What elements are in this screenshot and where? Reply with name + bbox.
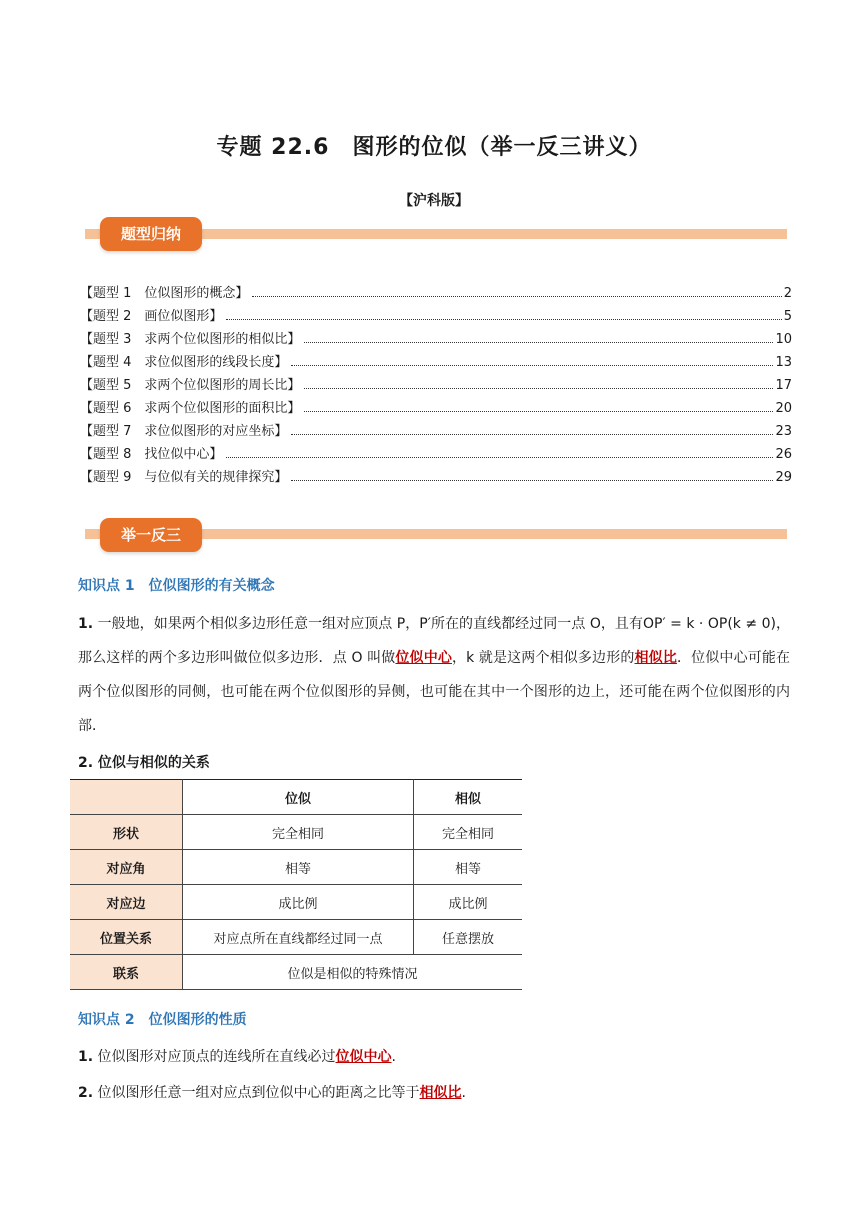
table-cell: 成比例 <box>183 885 414 920</box>
comparison-table <box>70 779 522 990</box>
table-header-row <box>70 780 522 815</box>
table-cell: 位似是相似的特殊情况 <box>183 955 523 990</box>
table-cell: 对应点所在直线都经过同一点 <box>183 920 414 955</box>
toc-page-number: 20 <box>775 401 792 416</box>
toc-page-number: 26 <box>775 447 792 462</box>
toc-entry[interactable] <box>80 374 792 397</box>
table-row-header: 对应角 <box>70 850 183 885</box>
toc-entry[interactable] <box>80 282 792 305</box>
term-similarity-ratio: 相似比 <box>419 1085 462 1101</box>
knowledge2-item-2 <box>78 1076 790 1110</box>
table-row <box>70 955 522 990</box>
toc-leader-dots <box>304 388 773 389</box>
table-row-header: 位置关系 <box>70 920 183 955</box>
toc-leader-dots <box>291 365 773 366</box>
table-cell: 成比例 <box>414 885 523 920</box>
toc-entry[interactable] <box>80 305 792 328</box>
toc-entry-label: 【题型 9 与位似有关的规律探究】 <box>80 470 288 485</box>
table-row-header: 联系 <box>70 955 183 990</box>
toc-leader-dots <box>226 319 781 320</box>
list-number: 2. <box>78 1085 94 1101</box>
paragraph-text: 一般地，如果两个相似多边形任意一组对应顶点 P，P′所在的直线都经过同一点 O，且有OP′ = k · OP(k ≠ 0)，那么这样的两个多边形叫做位似多边形．点 O 叫做 <box>78 616 791 666</box>
paragraph-text: 位似图形任意一组对应点到位似中心的距离之比等于 <box>97 1085 420 1101</box>
toc-leader-dots <box>291 434 773 435</box>
toc-entry[interactable] <box>80 328 792 351</box>
section-banner-examples: 举一反三 <box>100 518 202 552</box>
list-number: 1. <box>78 616 94 632</box>
section-banner-types: 题型归纳 <box>100 217 202 251</box>
table-cell: 完全相同 <box>414 815 523 850</box>
table-row-header: 对应边 <box>70 885 183 920</box>
toc-entry[interactable] <box>80 466 792 489</box>
table-cell: 任意摆放 <box>414 920 523 955</box>
toc-page-number: 23 <box>775 424 792 439</box>
toc-page-number: 17 <box>775 378 792 393</box>
toc-entry-label: 【题型 8 找位似中心】 <box>80 447 223 462</box>
toc-entry-label: 【题型 7 求位似图形的对应坐标】 <box>80 424 288 439</box>
toc-entry-label: 【题型 6 求两个位似图形的面积比】 <box>80 401 301 416</box>
knowledge-heading-2: 知识点 2 位似图形的性质 <box>78 1012 247 1028</box>
table-cell: 相等 <box>414 850 523 885</box>
toc-page-number: 2 <box>783 286 792 301</box>
toc-entry-label: 【题型 4 求位似图形的线段长度】 <box>80 355 288 370</box>
toc-entry-label: 【题型 2 画位似图形】 <box>80 309 223 324</box>
paragraph-text: ，k 就是这两个相似多边形的 <box>452 650 635 666</box>
toc-leader-dots <box>291 480 773 481</box>
paragraph-text: . <box>461 1085 466 1101</box>
knowledge-heading-1: 知识点 1 位似图形的有关概念 <box>78 578 275 594</box>
toc-entry[interactable] <box>80 443 792 466</box>
table-row <box>70 850 522 885</box>
table-header-cell: 相似 <box>414 780 523 815</box>
knowledge2-item-1 <box>78 1040 790 1074</box>
toc-entry-label: 【题型 3 求两个位似图形的相似比】 <box>80 332 301 347</box>
toc-entry-label: 【题型 5 求两个位似图形的周长比】 <box>80 378 301 393</box>
subheading-relation: 2. 位似与相似的关系 <box>78 755 210 771</box>
table-row <box>70 885 522 920</box>
paragraph-text: ．位似中心可能在两个位似图形的同侧，也可能在两个位似图形的异侧，也可能在其中一个图形的边上，还可能在两个位似图形的内部． <box>78 650 791 734</box>
toc-leader-dots <box>226 457 773 458</box>
knowledge1-paragraph <box>78 607 790 743</box>
table-row-header: 形状 <box>70 815 183 850</box>
table-row <box>70 815 522 850</box>
term-homothety-center: 位似中心 <box>395 650 452 666</box>
toc-leader-dots <box>304 411 773 412</box>
term-similarity-ratio: 相似比 <box>634 650 677 666</box>
toc-page-number: 10 <box>775 332 792 347</box>
toc-leader-dots <box>252 296 781 297</box>
toc-entry[interactable] <box>80 397 792 420</box>
list-number: 1. <box>78 1049 94 1065</box>
toc-page-number: 29 <box>775 470 792 485</box>
table-header-cell <box>70 780 183 815</box>
paragraph-text: . <box>391 1049 396 1065</box>
paragraph-text: 位似图形对应顶点的连线所在直线必过 <box>97 1049 336 1065</box>
table-cell: 完全相同 <box>183 815 414 850</box>
term-homothety-center: 位似中心 <box>335 1049 392 1065</box>
table-header-cell: 位似 <box>183 780 414 815</box>
toc-entry-label: 【题型 1 位似图形的概念】 <box>80 286 249 301</box>
toc-entry[interactable] <box>80 420 792 443</box>
toc-entry[interactable] <box>80 351 792 374</box>
table-of-contents <box>80 282 792 489</box>
toc-page-number: 5 <box>783 309 792 324</box>
toc-page-number: 13 <box>775 355 792 370</box>
edition-label: 【沪科版】 <box>399 193 469 209</box>
toc-leader-dots <box>304 342 773 343</box>
table-row <box>70 920 522 955</box>
document-title: 专题 22.6 图形的位似（举一反三讲义） <box>216 135 652 160</box>
table-cell: 相等 <box>183 850 414 885</box>
